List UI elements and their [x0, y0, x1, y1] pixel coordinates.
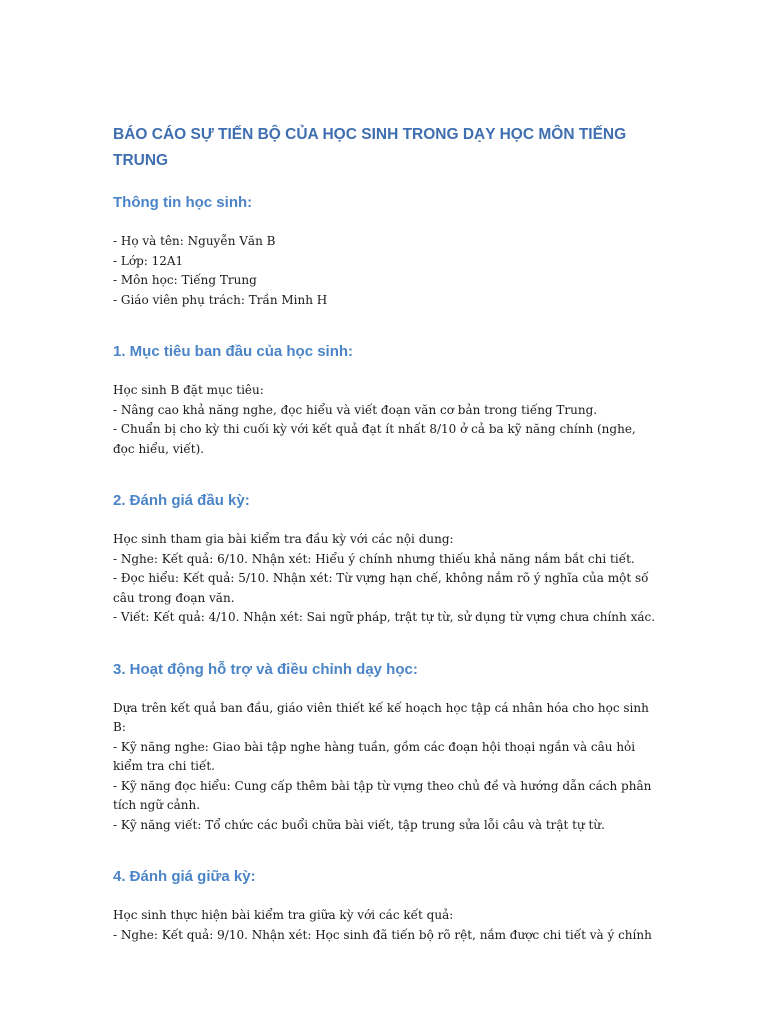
section2-line: - Viết: Kết quả: 4/10. Nhận xét: Sai ngữ pháp, trật tự từ, sử dụng từ vựng chưa chính xác. [113, 610, 656, 624]
student-class-line: - Lớp: 12A1 [113, 253, 184, 268]
section1-line: Học sinh B đặt mục tiêu: [113, 383, 264, 397]
section3-line: - Kỹ năng nghe: Giao bài tập nghe hàng tuần, gồm các đoạn hội thoại ngắn và câu hỏi kiểm tra chi tiết. [113, 739, 636, 773]
section3-line: Dựa trên kết quả ban đầu, giáo viên thiết kế kế hoạch học tập cá nhân hóa cho học sinh B: [113, 700, 649, 734]
student-info-heading: Thông tin học sinh: [113, 194, 253, 211]
section3-heading: 3. Hoạt động hỗ trợ và điều chỉnh dạy học: [113, 660, 418, 678]
student-name-line: - Họ và tên: Nguyễn Văn B [113, 234, 276, 248]
section2-body [113, 530, 658, 628]
section1-line: - Chuẩn bị cho kỳ thi cuối kỳ với kết quả đạt ít nhất 8/10 ở cả ba kỹ năng chính (nghe, đọc hiểu, viết). [113, 422, 636, 456]
section1-line: - Nâng cao khả năng nghe, đọc hiểu và viết đoạn văn cơ bản trong tiếng Trung. [113, 402, 598, 417]
student-subject-line: - Môn học: Tiếng Trung [113, 273, 257, 287]
section3-line: - Kỹ năng đọc hiểu: Cung cấp thêm bài tập từ vựng theo chủ đề và hướng dẫn cách phân tích ngữ cảnh. [113, 778, 652, 812]
section4-body [113, 906, 658, 945]
section4-heading: 4. Đánh giá giữa kỳ: [113, 868, 256, 885]
student-info-list [113, 232, 658, 310]
student-teacher-line: - Giáo viên phụ trách: Trần Minh H [113, 292, 328, 307]
document-page [113, 122, 658, 945]
section2-heading: 2. Đánh giá đầu kỳ: [113, 492, 250, 509]
section3-line: - Kỹ năng viết: Tổ chức các buổi chữa bài viết, tập trung sửa lỗi câu và trật tự từ. [113, 817, 605, 832]
section1-body [113, 381, 658, 459]
section2-line: Học sinh tham gia bài kiểm tra đầu kỳ với các nội dung: [113, 532, 454, 546]
section4-line: Học sinh thực hiện bài kiểm tra giữa kỳ với các kết quả: [113, 908, 454, 922]
document-title: BÁO CÁO SỰ TIẾN BỘ CỦA HỌC SINH TRONG DẠY HỌC MÔN TIẾNG TRUNG [113, 126, 627, 169]
section4-line: - Nghe: Kết quả: 9/10. Nhận xét: Học sinh đã tiến bộ rõ rệt, nắm được chi tiết và ý chính [113, 927, 652, 942]
section2-line: - Đọc hiểu: Kết quả: 5/10. Nhận xét: Từ vựng hạn chế, không nắm rõ ý nghĩa của một số câu trong đoạn văn. [113, 571, 649, 605]
section1-heading: 1. Mục tiêu ban đầu của học sinh: [113, 343, 354, 360]
section3-body [113, 699, 658, 836]
section2-line: - Nghe: Kết quả: 6/10. Nhận xét: Hiểu ý chính nhưng thiếu khả năng nắm bắt chi tiết. [113, 551, 635, 566]
